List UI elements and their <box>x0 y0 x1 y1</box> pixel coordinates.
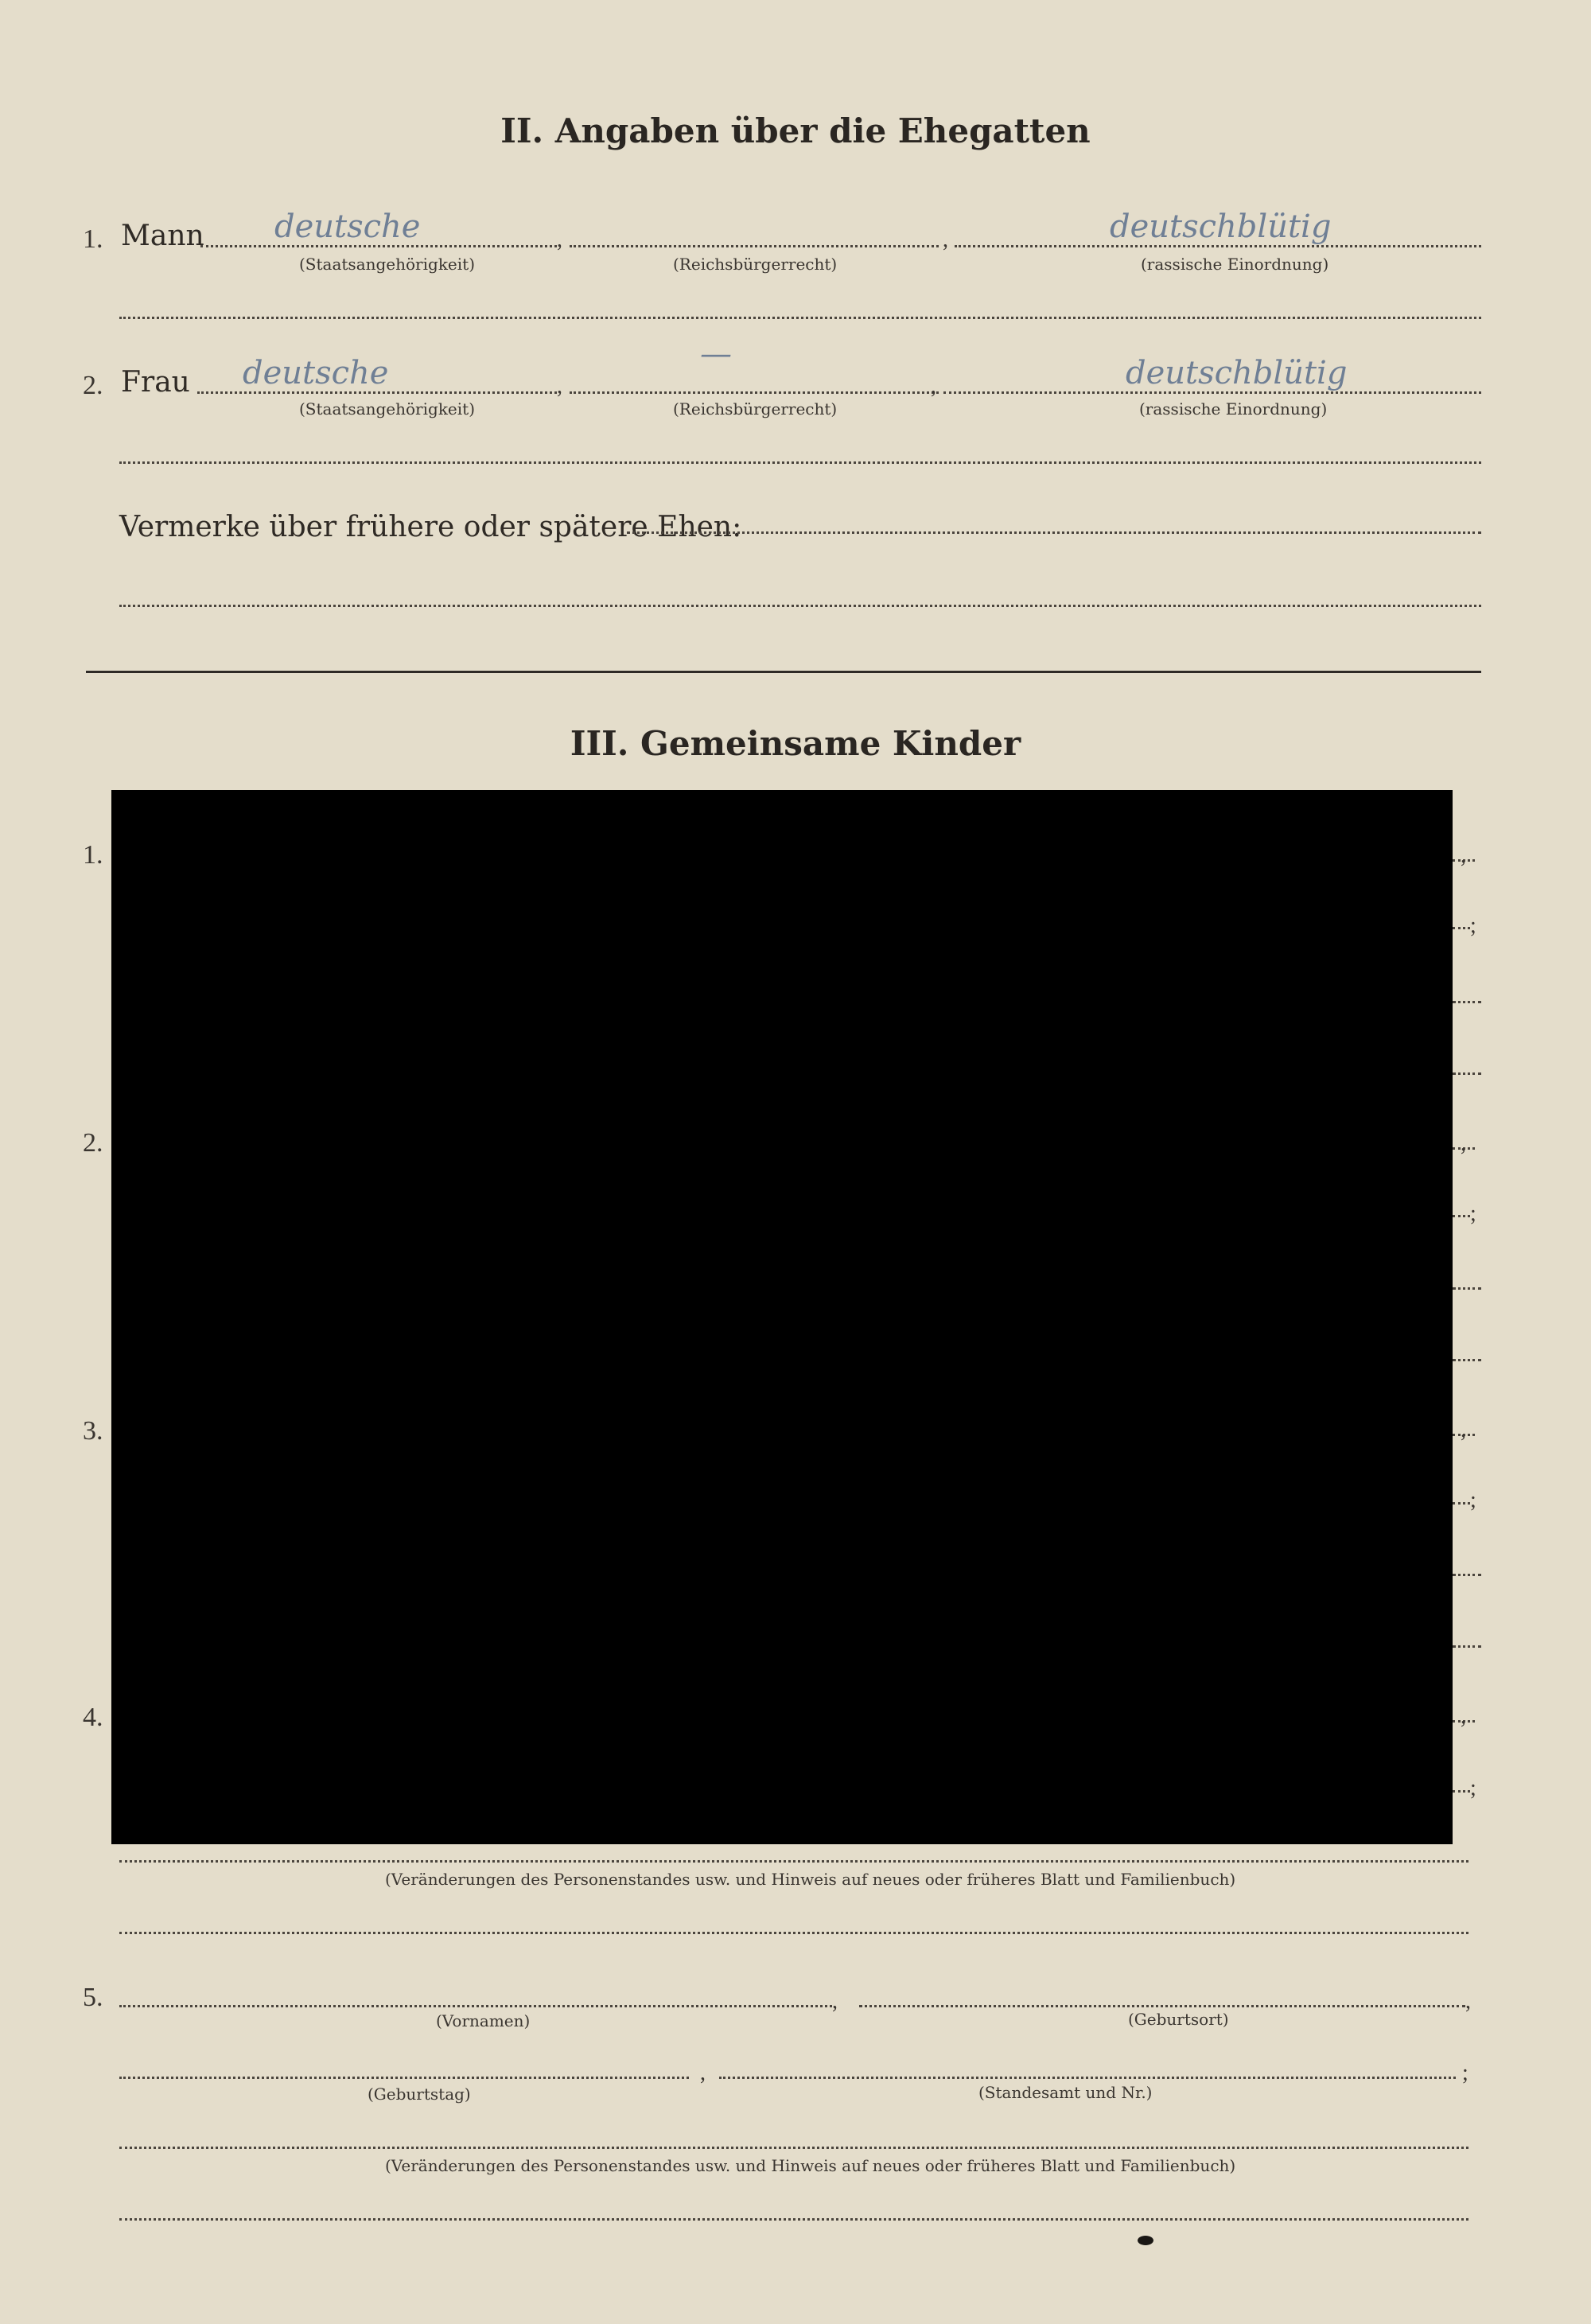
child-1-number: 1. <box>83 840 103 870</box>
child-5-cap-changes: (Veränderungen des Personenstandes usw. und Hinweis auf neues oder früheres Blatt und Familienbuch) <box>385 2156 1236 2175</box>
child-5-first-names-line <box>119 2005 832 2007</box>
comma: , <box>557 374 562 399</box>
comma: , <box>557 228 562 252</box>
row-2-racial-line <box>943 391 1481 394</box>
child-3-line-stub <box>1453 1574 1481 1576</box>
row-2-cap-citizenship: (Staatsangehörigkeit) <box>299 399 476 418</box>
comma: , <box>1461 843 1466 868</box>
row-1-citizenship-value: deutsche <box>274 208 421 245</box>
child-5-birthplace-line <box>859 2005 1465 2007</box>
comma: , <box>1461 1704 1466 1729</box>
comma: , <box>832 1989 838 2014</box>
row-1-cap-racial: (rassische Einordnung) <box>1141 255 1329 274</box>
semicolon: ; <box>1470 1488 1476 1512</box>
row-2-cap-racial: (rassische Einordnung) <box>1139 399 1328 418</box>
remarks-line-1 <box>627 531 1481 534</box>
section-2-heading: II. Angaben über die Ehegatten <box>500 111 1091 150</box>
child-4-line-stub <box>1453 1790 1470 1793</box>
child-3-number: 3. <box>83 1416 103 1446</box>
semicolon: ; <box>1470 913 1476 938</box>
comma: , <box>1461 1131 1466 1156</box>
semicolon: ; <box>1462 2061 1468 2085</box>
comma: , <box>943 228 948 252</box>
child-2-number: 2. <box>83 1128 103 1158</box>
section-3-heading: III. Gemeinsame Kinder <box>570 724 1021 763</box>
row-2-label: Frau <box>121 366 190 399</box>
child-5-changes-line <box>119 2147 1468 2149</box>
child-1-line-stub <box>1453 927 1470 929</box>
comma: , <box>1465 1989 1471 2014</box>
row-1-extra-line <box>119 317 1481 319</box>
ink-blot <box>1138 2236 1153 2245</box>
child-5-cap-birthday: (Geburtstag) <box>368 2085 471 2104</box>
row-1-citizenship-line <box>200 245 557 247</box>
row-2-extra-line <box>119 461 1481 464</box>
child-1-line-stub <box>1453 1072 1481 1075</box>
row-1-cap-reich: (Reichsbürgerrecht) <box>673 255 838 274</box>
child-2-line-stub <box>1453 1287 1481 1290</box>
comma: , <box>1461 1418 1466 1442</box>
child-3-line-stub <box>1453 1645 1481 1648</box>
remarks-label: Vermerke über frühere oder spätere Ehen: <box>119 511 742 543</box>
child-5-birthday-line <box>119 2077 689 2079</box>
child-5-number: 5. <box>83 1983 103 2012</box>
row-2-reich-line <box>570 391 939 394</box>
row-1-label: Mann <box>121 220 204 252</box>
child-5-extra-line <box>119 2218 1468 2221</box>
child-4-number: 4. <box>83 1703 103 1732</box>
semicolon: ; <box>1470 1776 1476 1800</box>
semicolon: ; <box>1470 1201 1476 1226</box>
section-divider <box>86 671 1481 673</box>
comma: , <box>931 374 936 399</box>
row-2-racial-value: deutschblütig <box>1126 355 1348 391</box>
row-1-reich-line <box>570 245 939 247</box>
child-2-line-stub <box>1453 1215 1470 1217</box>
redaction-block <box>111 790 1453 1844</box>
row-1-racial-line <box>955 245 1481 247</box>
row-1-racial-value: deutschblütig <box>1110 208 1332 245</box>
child-3-line-stub <box>1453 1502 1470 1505</box>
child-4-cap-changes: (Veränderungen des Personenstandes usw. und Hinweis auf neues oder früheres Blatt und Familienbuch) <box>385 1870 1236 1889</box>
child-5-registry-line <box>719 2077 1456 2079</box>
comma: , <box>700 2061 706 2085</box>
child-4-changes-line <box>119 1860 1468 1863</box>
remarks-line-2 <box>119 605 1481 607</box>
child-5-cap-birthplace: (Geburtsort) <box>1128 2010 1229 2029</box>
row-1-cap-citizenship: (Staatsangehörigkeit) <box>299 255 476 274</box>
child-5-cap-registry: (Standesamt und Nr.) <box>978 2083 1153 2102</box>
child-5-cap-first-names: (Vornamen) <box>436 2011 531 2030</box>
row-2-citizenship-value: deutsche <box>243 355 389 391</box>
child-2-line-stub <box>1453 1359 1481 1361</box>
row-2-cap-reich: (Reichsbürgerrecht) <box>673 399 838 418</box>
row-2-reich-value: — <box>700 336 732 372</box>
child-1-line-stub <box>1453 1001 1481 1003</box>
child-4-extra-line <box>119 1932 1468 1934</box>
row-1-number: 1. <box>83 224 103 254</box>
row-2-citizenship-line <box>197 391 557 394</box>
row-2-number: 2. <box>83 371 103 400</box>
